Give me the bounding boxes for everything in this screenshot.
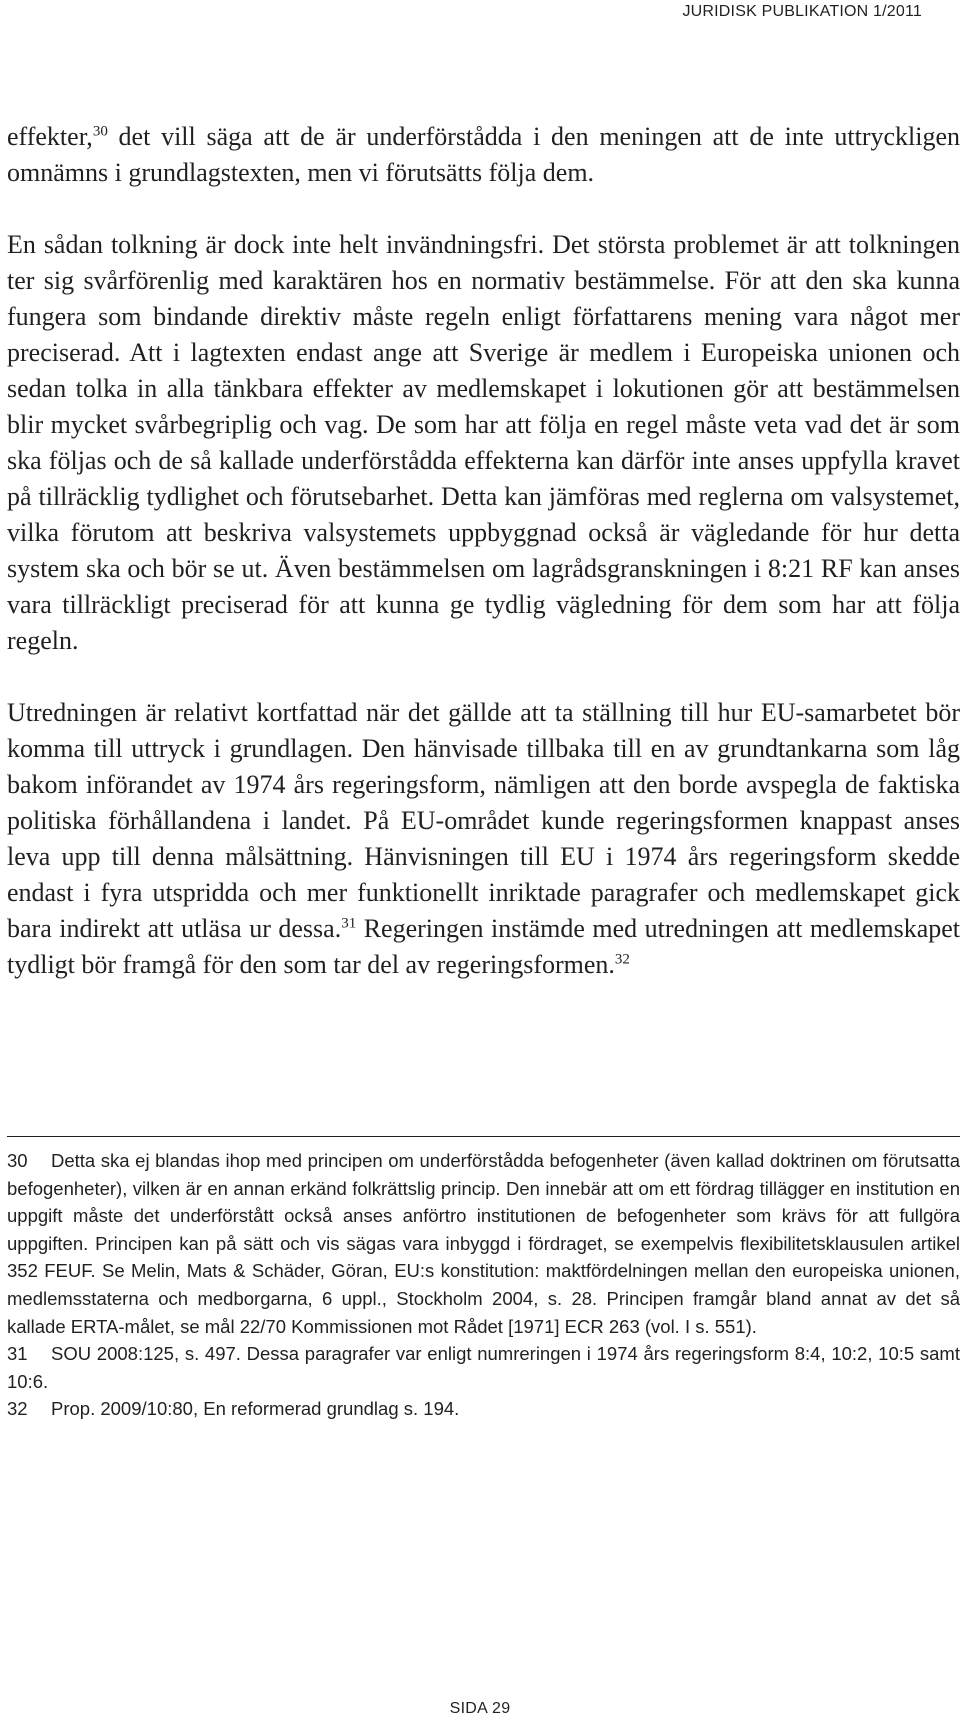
footnote-ref-32: 32: [614, 951, 630, 968]
footnote-30: [7, 1147, 960, 1340]
footnote-number: 32: [7, 1398, 28, 1420]
paragraph-3-text-end: Regeringen instämde med utredningen att medlemskapet tydligt bör framgå för den som tar del av regeringsformen.: [7, 914, 960, 979]
main-text: [7, 119, 960, 983]
footnote-text: SOU 2008:125, s. 497. Dessa paragrafer var enligt numreringen i 1974 års regeringsform 8:4, 10:2, 10:5 samt 10:6.: [7, 1343, 960, 1392]
paragraph-3: [7, 695, 960, 983]
footnotes: [7, 1147, 960, 1423]
footnote-divider: [7, 1136, 960, 1137]
paragraph-2: En sådan tolkning är dock inte helt invändningsfri. Det största problemet är att tolkningen ter sig svårförenlig med karaktären hos en normativ bestämmelse. För att den ska kunna fungera som bindande direktiv måste regeln enligt författarens mening vara något mer preciserad. Att i lagtexten endast ange att Sverige är medlem i Europeiska unionen och sedan tolka in alla tänkbara effekter av medlemskapet i lokutionen gör att bestämmelsen blir mycket svårbegriplig och vag. De som har att följa en regel måste veta vad det är som ska följas och de så kallade underförstådda effekterna kan därför inte anses uppfylla kravet på tillräcklig tydlighet och förutsebarhet. Detta kan jämföras med reglerna om valsystemet, vilka förutom att beskriva valsystemets uppbyggnad också är vägledande för hur detta system ska och bör se ut. Även bestämmelsen om lagrådsgranskningen i 8:21 RF kan anses vara tillräckligt preciserad för att kunna ge tydlig vägledning för dem som har att följa regeln.: [7, 230, 960, 655]
paragraph-1-text-end: det vill säga att de är underförstådda i den meningen att de inte uttryckligen omnämns i grundlagstexten, men vi förutsätts följa dem.: [7, 122, 960, 187]
footnote-ref-31: 31: [341, 915, 357, 932]
footnote-text: Prop. 2009/10:80, En reformerad grundlag s. 194.: [51, 1398, 460, 1420]
footnote-ref-30: 30: [92, 123, 108, 140]
paragraph-3-text-start: Utredningen är relativt kortfattad när det gällde att ta ställning till hur EU-samarbetet bör komma till uttryck i grundlagen. Den hänvisade tillbaka till en av grundtankarna som låg bakom införandet av 1974 års regeringsform, nämligen att den borde avspegla de faktiska politiska förhållandena i landet. På EU-området kunde regeringsformen knappast anses leva upp till denna målsättning. Hänvisningen till EU i 1974 års regeringsform skedde endast i fyra utspridda och mer funktionellt inriktade paragrafer och medlemskapet gick bara indirekt att utläsa ur dessa.: [7, 698, 960, 943]
footnote-number: 30: [7, 1150, 28, 1171]
running-header: JURIDISK PUBLIKATION 1/2011: [682, 3, 922, 20]
footnote-32: [7, 1395, 960, 1423]
paragraph-1: [7, 119, 960, 191]
footnote-text: Detta ska ej blandas ihop med principen om underförstådda befogenheter (även kallad doktrinen om förutsatta befogenheter), vilken är en annan erkänd folkrättslig princip. Den innebär att om ett fördrag tillägger en institution en uppgift måste det underförstått också anses anförtro institutionen de befogenheter som krävs för att fullgöra uppgiften. Principen kan på sätt och vis sägas vara inbyggd i fördraget, se exempelvis flexibilitetsklausulen artikel 352 FEUF. Se Melin, Mats & Schäder, Göran, EU:s konstitution: maktfördelningen mellan den europeiska unionen, medlemsstaterna och medborgarna, 6 uppl., Stockholm 2004, s. 28. Principen framgår bland annat av det så kallade ERTA-målet, se mål 22/70 Kommissionen mot Rådet [1971] ECR 263 (vol. I s. 551).: [7, 1150, 960, 1337]
paragraph-1-text-start: effekter,: [7, 122, 93, 151]
footnote-number: 31: [7, 1343, 28, 1365]
footnote-31: [7, 1340, 960, 1395]
page-number: SIDA 29: [449, 1700, 511, 1717]
